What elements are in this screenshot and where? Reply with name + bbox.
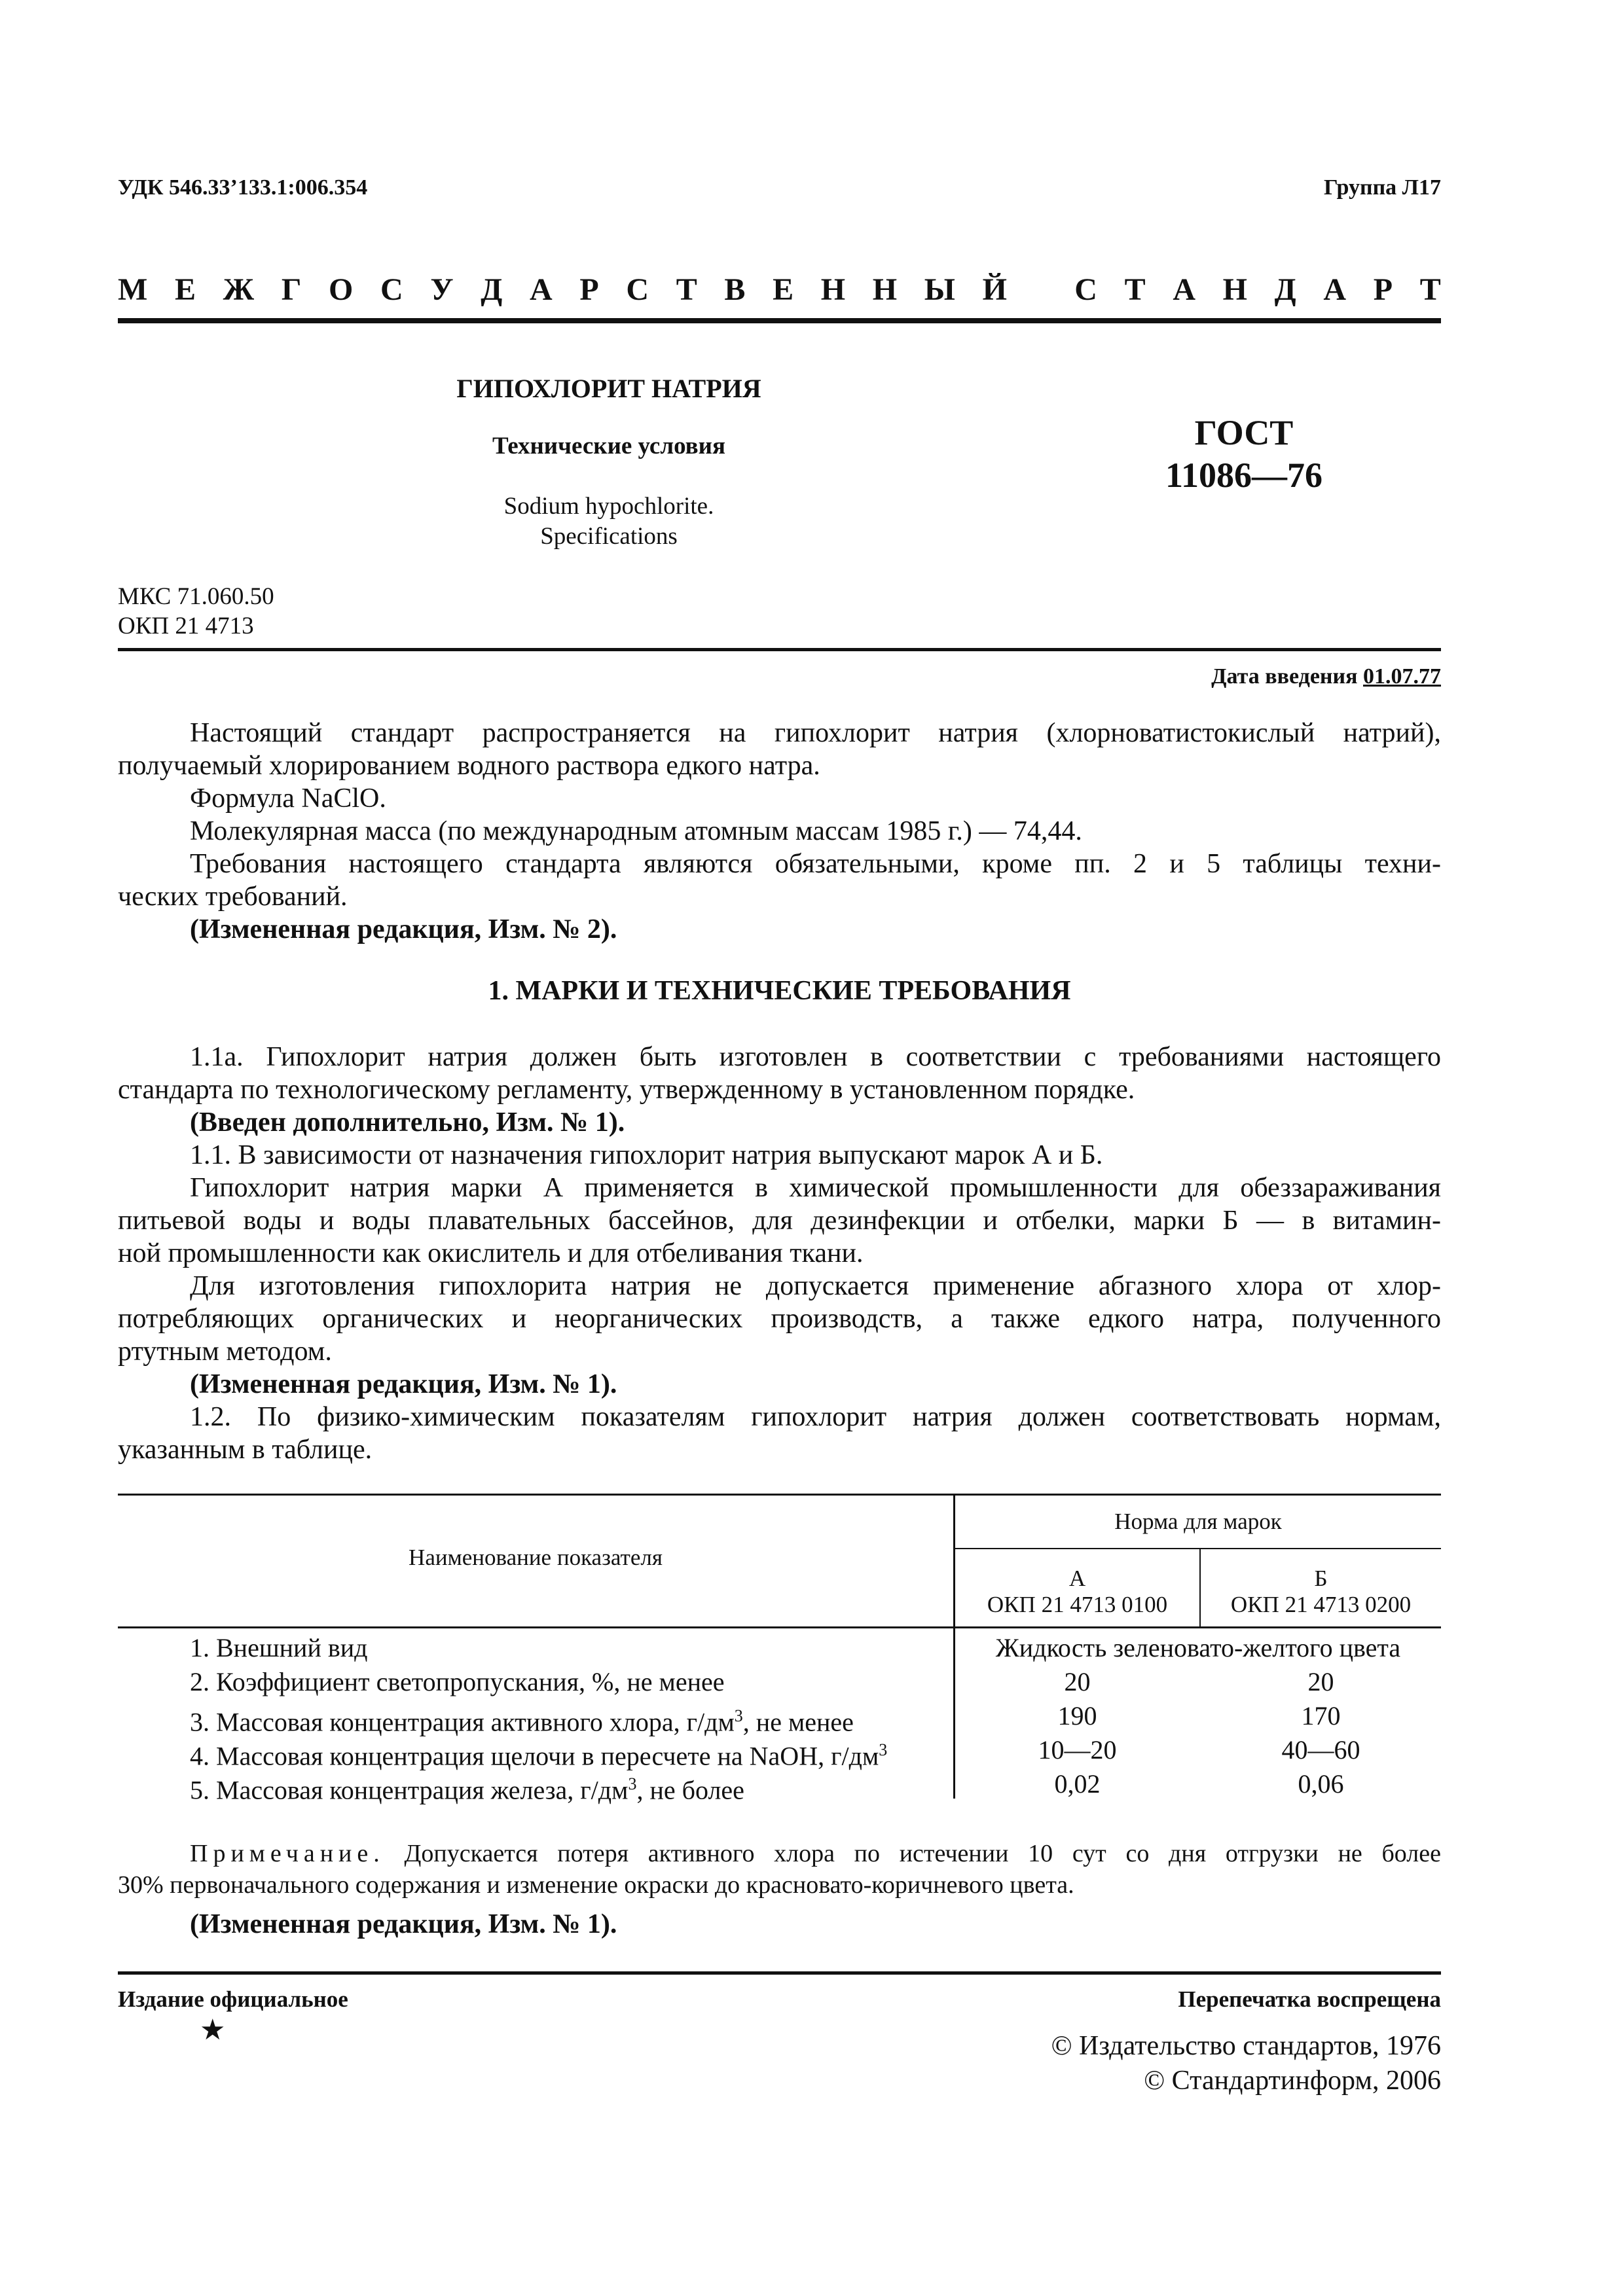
- banner-letter: Т: [1124, 272, 1146, 307]
- gost-label: ГОСТ: [1194, 413, 1294, 452]
- official-edition: Издание официальное: [118, 1986, 348, 2012]
- restriction-line2: потребляющих органических и неорганических производств, а также едкого натра, полученного: [118, 1304, 1441, 1334]
- note-label: Примечание.: [190, 1840, 385, 1867]
- banner-letter: Р: [1373, 272, 1393, 307]
- banner-letter: А: [530, 272, 553, 307]
- banner-letter: Т: [676, 272, 697, 307]
- banner-letter: У: [430, 272, 454, 307]
- banner-letter: Д: [481, 272, 503, 307]
- table-row-3-name-text: 3. Массовая концентрация активного хлора, г/дм: [190, 1707, 735, 1737]
- table-row-1-name: 1. Внешний вид: [190, 1633, 368, 1662]
- usage-line3: ной промышленности как окислитель и для отбеливания ткани.: [118, 1238, 864, 1268]
- mks-code: МКС 71.060.50: [118, 583, 274, 610]
- table-row-1-value: Жидкость зеленовато-желтого цвета: [995, 1633, 1401, 1662]
- clause-1-1: 1.1. В зависимости от назначения гипохлорит натрия выпускают марок А и Б.: [190, 1140, 1103, 1170]
- molecular-mass-line: Молекулярная масса (по международным атомным массам 1985 г.) — 74,44.: [190, 816, 1082, 846]
- star-icon: ★: [200, 2014, 226, 2046]
- okp-code: ОКП 21 4713: [118, 613, 254, 639]
- banner-letter: А: [1173, 272, 1195, 307]
- table-note: [118, 1838, 1441, 1901]
- table-row-4-name-text: 4. Массовая концентрация щелочи в пересчете на NaOH, г/дм: [190, 1741, 879, 1771]
- clause-1-2-line1: 1.2. По физико-химическим показателям гипохлорит натрия должен соответствовать нормам,: [190, 1402, 1441, 1432]
- formula-line: Формула NaClO.: [190, 783, 386, 814]
- copyright-2006: © Стандартинформ, 2006: [1144, 2066, 1441, 2096]
- banner-letter: Г: [281, 272, 302, 307]
- banner-letter: Р: [579, 272, 599, 307]
- table-row-3-unit-sup: 3: [734, 1706, 743, 1725]
- header-rule: [118, 318, 1441, 323]
- section-1-heading: 1. МАРКИ И ТЕХНИЧЕСКИЕ ТРЕБОВАНИЯ: [488, 976, 1071, 1006]
- table-row-4-b: 40—60: [1281, 1735, 1360, 1765]
- table-row-5-a: 0,02: [1054, 1769, 1101, 1799]
- banner-letter: Ж: [223, 272, 255, 307]
- banner-letter: Д: [1274, 272, 1296, 307]
- table-header-indicator: Наименование показателя: [409, 1545, 663, 1570]
- table-row-5-name: [190, 1767, 744, 1807]
- clause-1-2-line2: указанным в таблице.: [118, 1435, 373, 1465]
- banner-letter: Т: [1419, 272, 1441, 307]
- date-label: Дата введения: [1211, 664, 1358, 689]
- table-top-rule: [118, 1494, 1441, 1496]
- clause-1-1a-line2: стандарта по технологическому регламенту, утвержденному в установленном порядке.: [118, 1075, 1135, 1105]
- amendment-note-1a: (Измененная редакция, Изм. № 1).: [190, 1369, 617, 1399]
- usage-line1: Гипохлорит натрия марки А применяется в химической промышленности для обеззараживания: [190, 1173, 1441, 1203]
- table-row-5-name-text: 5. Массовая концентрация железа, г/дм: [190, 1775, 629, 1805]
- table-header-norm: Норма для марок: [1114, 1509, 1282, 1534]
- banner-letter: Н: [1222, 272, 1247, 307]
- banner-letter: С: [1074, 272, 1097, 307]
- group-code: Группа Л17: [1324, 175, 1441, 200]
- table-header-grade-a: А: [1068, 1566, 1086, 1591]
- document-subtitle: Технические условия: [492, 433, 725, 459]
- table-norm-rule: [953, 1548, 1441, 1549]
- banner-letter: С: [626, 272, 649, 307]
- english-title-line1: Sodium hypochlorite.: [503, 493, 714, 520]
- note-text-line1: Допускается потеря активного хлора по истечении 10 сут со дня отгрузки не более: [384, 1840, 1441, 1867]
- added-note: (Введен дополнительно, Изм. № 1).: [190, 1107, 625, 1138]
- table-row-2-a: 20: [1064, 1667, 1091, 1696]
- banner-letter: Ы: [924, 272, 955, 307]
- table-header-rule: [118, 1626, 1441, 1628]
- date-value: 01.07.77: [1363, 664, 1441, 689]
- table-header-grade-a-code: ОКП 21 4713 0100: [987, 1592, 1168, 1617]
- banner-letter: Е: [773, 272, 794, 307]
- table-row-2-name: 2. Коэффициент светопропускания, %, не менее: [190, 1667, 725, 1696]
- table-row-4-a: 10—20: [1038, 1735, 1117, 1765]
- banner-letter: Е: [174, 272, 196, 307]
- banner-gap: [1034, 272, 1048, 308]
- reprint-prohibited: Перепечатка воспрещена: [1178, 1986, 1441, 2012]
- standard-banner: [118, 272, 1441, 308]
- table-row-5-unit-sup: 3: [628, 1774, 637, 1793]
- table-row-2-b: 20: [1307, 1667, 1334, 1696]
- clause-1-1a-line1: 1.1а. Гипохлорит натрия должен быть изготовлен в соответствии с требованиями настоящего: [190, 1042, 1441, 1072]
- amendment-note-2: (Измененная редакция, Изм. № 2).: [190, 914, 617, 944]
- gost-number: 11086—76: [1165, 456, 1323, 495]
- amendment-note-1b: (Измененная редакция, Изм. № 1).: [190, 1909, 617, 1939]
- copyright-1976: © Издательство стандартов, 1976: [1051, 2031, 1441, 2061]
- table-row-4-unit-sup: 3: [879, 1740, 888, 1759]
- requirements-line1: Требования настоящего стандарта являются обязательными, кроме пп. 2 и 5 таблицы техни-: [190, 849, 1441, 879]
- table-row-3-b: 170: [1301, 1701, 1341, 1731]
- table-row-3-a: 190: [1057, 1701, 1097, 1731]
- table-row-5-b: 0,06: [1298, 1769, 1344, 1799]
- table-header-grade-b: Б: [1314, 1566, 1328, 1591]
- banner-letter: М: [118, 272, 148, 307]
- banner-letter: О: [329, 272, 354, 307]
- table-header-grade-b-code: ОКП 21 4713 0200: [1230, 1592, 1412, 1617]
- banner-letter: А: [1323, 272, 1347, 307]
- restriction-line1: Для изготовления гипохлорита натрия не допускается применение абгазного хлора от хлор-: [190, 1271, 1441, 1301]
- english-title-line2: Specifications: [540, 523, 678, 550]
- banner-letter: Й: [982, 272, 1007, 307]
- intro-paragraph-line2: получаемый хлорированием водного раствора едкого натра.: [118, 751, 820, 781]
- intro-paragraph-line1: Настоящий стандарт распространяется на гипохлорит натрия (хлорноватистокислый натрий),: [190, 718, 1441, 748]
- requirements-line2: ческих требований.: [118, 882, 348, 912]
- table-row-3-name-tail: , не менее: [742, 1707, 854, 1737]
- banner-letter: Н: [820, 272, 846, 307]
- banner-letter: С: [380, 272, 403, 307]
- udk-code: УДК 546.33’133.1:006.354: [118, 175, 368, 200]
- usage-line2: питьевой воды и воды плавательных бассейнов, для дезинфекции и отбелки, марки Б — в витамин-: [118, 1206, 1441, 1236]
- introduction-date: [1211, 664, 1441, 689]
- restriction-line3: ртутным методом.: [118, 1336, 332, 1367]
- footer-rule: [118, 1971, 1441, 1975]
- document-title: ГИПОХЛОРИТ НАТРИЯ: [456, 374, 761, 403]
- banner-letter: Н: [872, 272, 898, 307]
- title-rule: [118, 648, 1441, 651]
- banner-letter: В: [724, 272, 746, 307]
- table-row-5-name-tail: , не более: [636, 1775, 744, 1805]
- note-text-line2: 30% первоначального содержания и изменение окраски до красновато-коричневого цвета.: [118, 1871, 1074, 1899]
